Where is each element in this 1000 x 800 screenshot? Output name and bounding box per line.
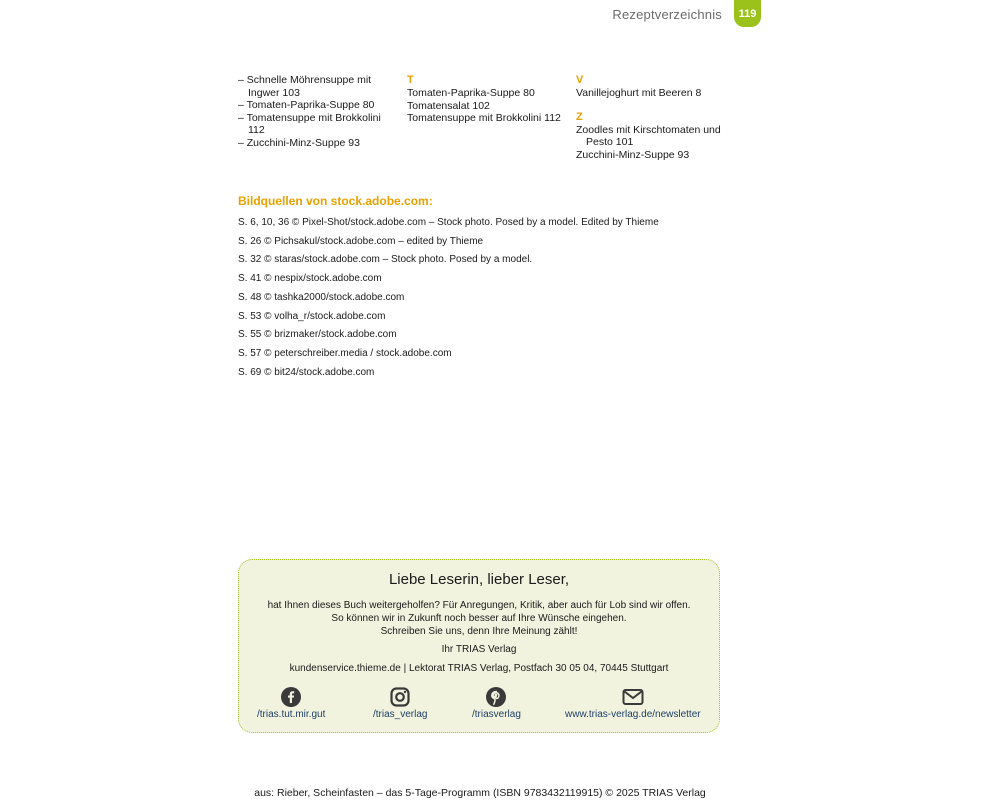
index-entry: Tomatensuppe mit Brokkolini 112 [407, 112, 561, 124]
feedback-line: So können wir in Zukunft noch besser auf Ihre Wünsche eingehen. [331, 613, 627, 624]
index-letter-v: V [576, 74, 584, 86]
index-column-1 [238, 74, 398, 149]
newsletter-url[interactable]: www.trias-verlag.de/newsletter [565, 709, 701, 720]
spacer [576, 100, 736, 111]
feedback-line: hat Ihnen dieses Buch weitergeholfen? Für Anregungen, Kritik, aber auch für Lob sind wir offen. [267, 600, 691, 611]
mail-icon [622, 687, 644, 707]
facebook-link[interactable] [257, 687, 325, 720]
newsletter-link[interactable] [565, 687, 701, 720]
index-entry: – Schnelle Möhrensuppe mit Ingwer 103 [238, 74, 372, 99]
index-entry: – Tomatensuppe mit Brokkolini 112 [238, 111, 381, 136]
credit-line: S. 48 © tashka2000/stock.adobe.com [238, 291, 405, 303]
index-entry: Tomaten-Paprika-Suppe 80 [407, 87, 535, 99]
facebook-icon [281, 687, 301, 707]
instagram-icon [390, 687, 410, 707]
section-title: Rezeptverzeichnis [612, 7, 722, 22]
facebook-handle[interactable]: /trias.tut.mir.gut [257, 709, 326, 720]
publisher-signature: Ihr TRIAS Verlag [441, 644, 517, 655]
credit-line: S. 55 © brizmaker/stock.adobe.com [238, 329, 397, 341]
feedback-body [239, 599, 719, 638]
index-entry: – Zucchini-Minz-Suppe 93 [238, 136, 360, 149]
reader-feedback-box [238, 559, 720, 733]
index-entry: – Tomaten-Paprika-Suppe 80 [238, 99, 375, 111]
image-credits-title: Bildquellen von stock.adobe.com: [238, 194, 433, 208]
index-column-2 [407, 74, 567, 125]
index-letter-z: Z [576, 110, 583, 123]
credit-line: S. 69 © bit24/stock.adobe.com [238, 366, 375, 378]
index-entry: Tomatensalat 102 [407, 99, 490, 112]
index-entry: Zoodles mit Kirschtomaten und Pesto 101 [576, 123, 721, 148]
index-entry: Vanillejoghurt mit Beeren 8 [576, 87, 702, 99]
contact-line: kundenservice.thieme.de | Lektorat TRIAS Verlag, Postfach 30 05 04, 70445 Stuttgart [289, 663, 669, 674]
pinterest-icon [486, 687, 506, 707]
pinterest-handle[interactable]: /triasverlag [472, 709, 521, 720]
instagram-link[interactable] [373, 687, 427, 720]
pinterest-link[interactable] [472, 687, 521, 720]
index-column-3 [576, 74, 736, 161]
credit-line: S. 41 © nespix/stock.adobe.com [238, 273, 382, 285]
feedback-line: Schreiben Sie uns, denn Ihre Meinung zählt! [380, 626, 578, 637]
index-entry: Zucchini-Minz-Suppe 93 [576, 148, 690, 161]
index-letter-t: T [407, 74, 414, 86]
instagram-handle[interactable]: /trias_verlag [373, 709, 428, 720]
page-number-badge: 119 [734, 0, 761, 27]
credit-line: S. 32 © staras/stock.adobe.com – Stock photo. Posed by a model. [238, 254, 533, 266]
credit-line: S. 6, 10, 36 © Pixel-Shot/stock.adobe.com – Stock photo. Posed by a model. Edited by Thieme [238, 217, 659, 228]
credit-line: S. 57 © peterschreiber.media / stock.adobe.com [238, 347, 452, 359]
feedback-heading: Liebe Leserin, lieber Leser, [388, 571, 570, 588]
credit-line: S. 53 © volha_r/stock.adobe.com [238, 310, 386, 322]
image-credits-list [238, 214, 659, 382]
credit-line: S. 26 © Pichsakul/stock.adobe.com – edited by Thieme [238, 235, 484, 247]
citation-footer: aus: Rieber, Scheinfasten – das 5-Tage-Programm (ISBN 9783432119915) © 2025 TRIAS Verlag [254, 787, 706, 799]
